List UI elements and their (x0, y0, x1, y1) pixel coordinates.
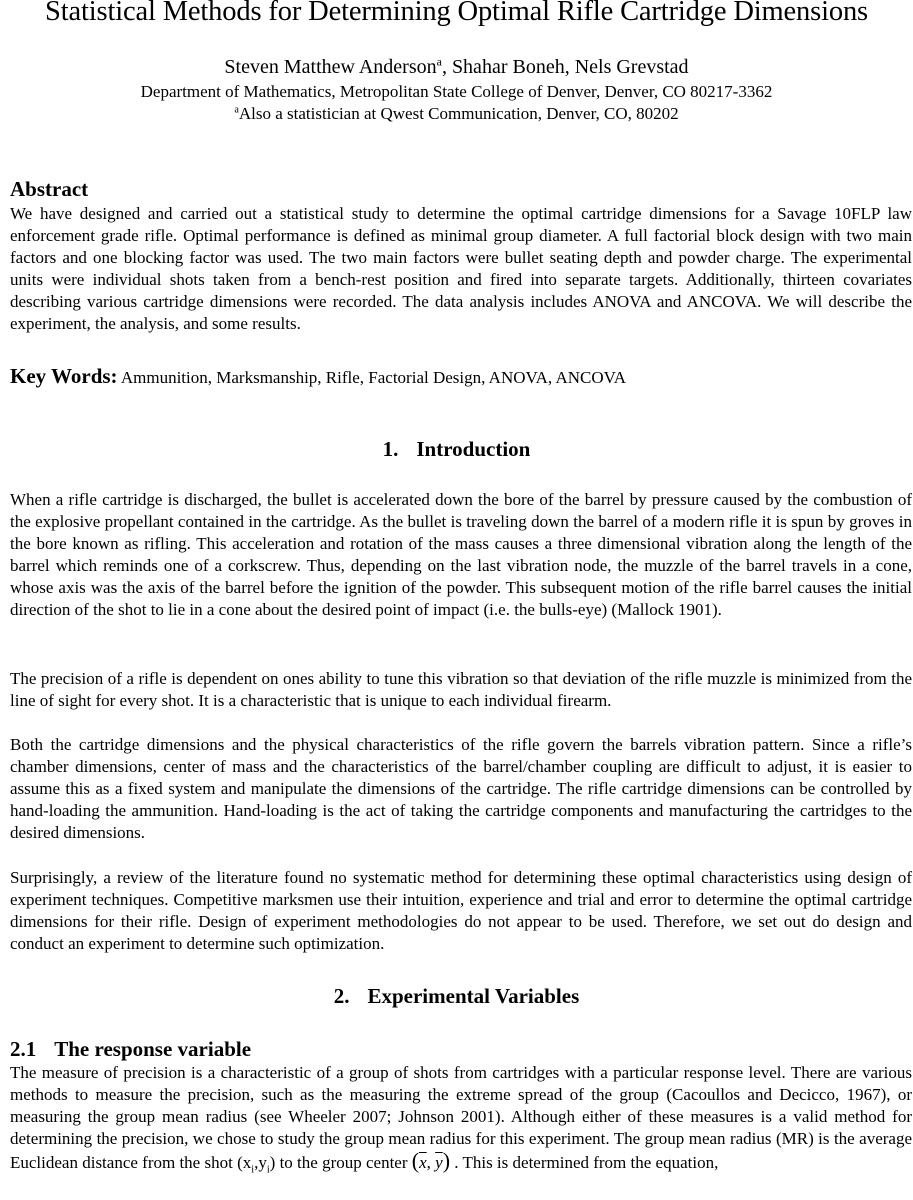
section-heading-introduction (0, 437, 913, 462)
response-text-continued: ) to the group center (269, 1153, 412, 1172)
abstract-heading: Abstract (10, 177, 89, 201)
section-title: Experimental Variables (367, 984, 580, 1008)
affiliation-note-marker: a (234, 104, 239, 116)
keywords-text: Ammunition, Marksmanship, Rifle, Factorial Design, ANOVA, ANCOVA (120, 368, 626, 387)
response-text: The measure of precision is a characteristic of a group of shots from cartridges with a particular response level. There are various methods to measure the precision, such as the measuring the extreme spread of the group (Cacoullos and Decicco, 1967), or measuring the group mean radius (see Wheeler 2007; Johnson 2001). Although either of these measures is a valid method for determining the precision, we chose to study the group mean radius for this experiment. The group mean radius (MR) is the average Euclidean distance from the shot (x (10, 1063, 912, 1172)
section-number: 1. (382, 437, 399, 461)
coauthor-names: , Shahar Boneh, Nels Grevstad (441, 56, 689, 78)
paper-title: Statistical Methods for Determining Optimal Rifle Cartridge Dimensions (45, 0, 868, 27)
author-list (0, 56, 913, 79)
subscript-i: i (266, 1164, 270, 1176)
section-number: 2. (333, 984, 350, 1008)
affiliation: Department of Mathematics, Metropolitan State College of Denver, Denver, CO 80217-3362 (140, 82, 773, 101)
section-title: Introduction (416, 437, 531, 461)
author-superscript: a (436, 54, 442, 69)
keywords (10, 364, 626, 389)
author-name: Steven Matthew Anderson (224, 56, 437, 78)
subsection-number: 2.1 (10, 1037, 37, 1061)
intro-paragraph-2: The precision of a rifle is dependent on ones ability to tune this vibration so that deviation of the rifle muzzle is minimized from the line of sight for every shot. It is a characteristic that is unique to each individual firearm. (10, 669, 912, 710)
x-bar-symbol: $\overline{x}$ (419, 1153, 427, 1172)
subsection-title: The response variable (54, 1037, 252, 1061)
subsection-heading-response-variable (10, 1037, 251, 1062)
subscript-i: i (251, 1164, 255, 1176)
intro-paragraph-4: Surprisingly, a review of the literature found no systematic method for determining these optimal characteristics using design of experiment techniques. Competitive marksmen use their intuition, experience and trial and error to determine the optimal cartridge dimensions for their rifle. Design of experiment methodologies do not appear to be used. Therefore, we set out do design and conduct an experiment to determine such optimization. (10, 868, 912, 953)
intro-paragraph-1: When a rifle cartridge is discharged, the bullet is accelerated down the bore of the barrel by pressure caused by the combustion of the explosive propellant contained in the cartridge. As the bullet is traveling down the barrel of a modern rifle it is spun by groves in the bore known as rifling. This acceleration and rotation of the mass causes a three dimensional vibration along the length of the barrel which reminds one of a corkscrew. Thus, depending on the last vibration node, the muzzle of the barrel travels in a cone, whose axis was the axis of the barrel before the ignition of the powder. This subsequent motion of the rifle barrel causes the initial direction of the shot to lie in a cone about the desired point of impact (i.e. the bulls-eye) (Mallock 1901). (10, 490, 912, 619)
abstract-text: We have designed and carried out a statistical study to determine the optimal cartridge dimensions for a Savage 10FLP law enforcement grade rifle. Optimal performance is defined as minimal group diameter. A full factorial block design with two main factors and one blocking factor was used. The two main factors were bullet seating depth and powder charge. The experimental units were individual shots taken from a bench-rest position and fired into separate targets. Additionally, thirteen covariates describing various cartridge dimensions were recorded. The data analysis includes ANOVA and ANCOVA. We will describe the experiment, the analysis, and some results. (10, 204, 912, 333)
response-variable-paragraph: The measure of precision is a characteristic of a group of shots from cartridges with a particular response level. There are various methods to measure the precision, such as the measuring the extreme spread of the group (Cacoullos and Decicco, 1967), or measuring the group mean radius (see Wheeler 2007; Johnson 2001). Although either of these measures is a valid method for determining the precision, we chose to study the group mean radius for this experiment. The group mean radius (MR) is the average Euclidean distance from the shot $(x_i,y_i)$ to the group center ($\overline{x}$, $\overline{y}$) . This is determined from the equation, (10, 1063, 912, 1176)
section-heading-experimental-variables (0, 984, 913, 1009)
affiliation-note-text: Also a statistician at Qwest Communication, Denver, CO, 80202 (238, 104, 679, 123)
response-text-comma: ,y (254, 1153, 267, 1172)
y-bar-symbol: $\overline{y}$ (435, 1153, 443, 1172)
affiliation-note (0, 104, 913, 124)
keywords-label: Key Words: (10, 364, 118, 388)
intro-paragraph-3: Both the cartridge dimensions and the physical characteristics of the rifle govern the barrels vibration pattern. Since a rifle’s chamber dimensions, center of mass and the characteristics of the barrel/chamber coupling are difficult to adjust, it is easier to assume this as a fixed system and manipulate the dimensions of the cartridge. The rifle cartridge dimensions can be controlled by hand-loading the ammunition. Hand-loading is the act of taking the cartridge components and manufacturing the cartridges to the desired dimensions. (10, 735, 912, 842)
response-text-end: . This is determined from the equation, (450, 1153, 719, 1172)
